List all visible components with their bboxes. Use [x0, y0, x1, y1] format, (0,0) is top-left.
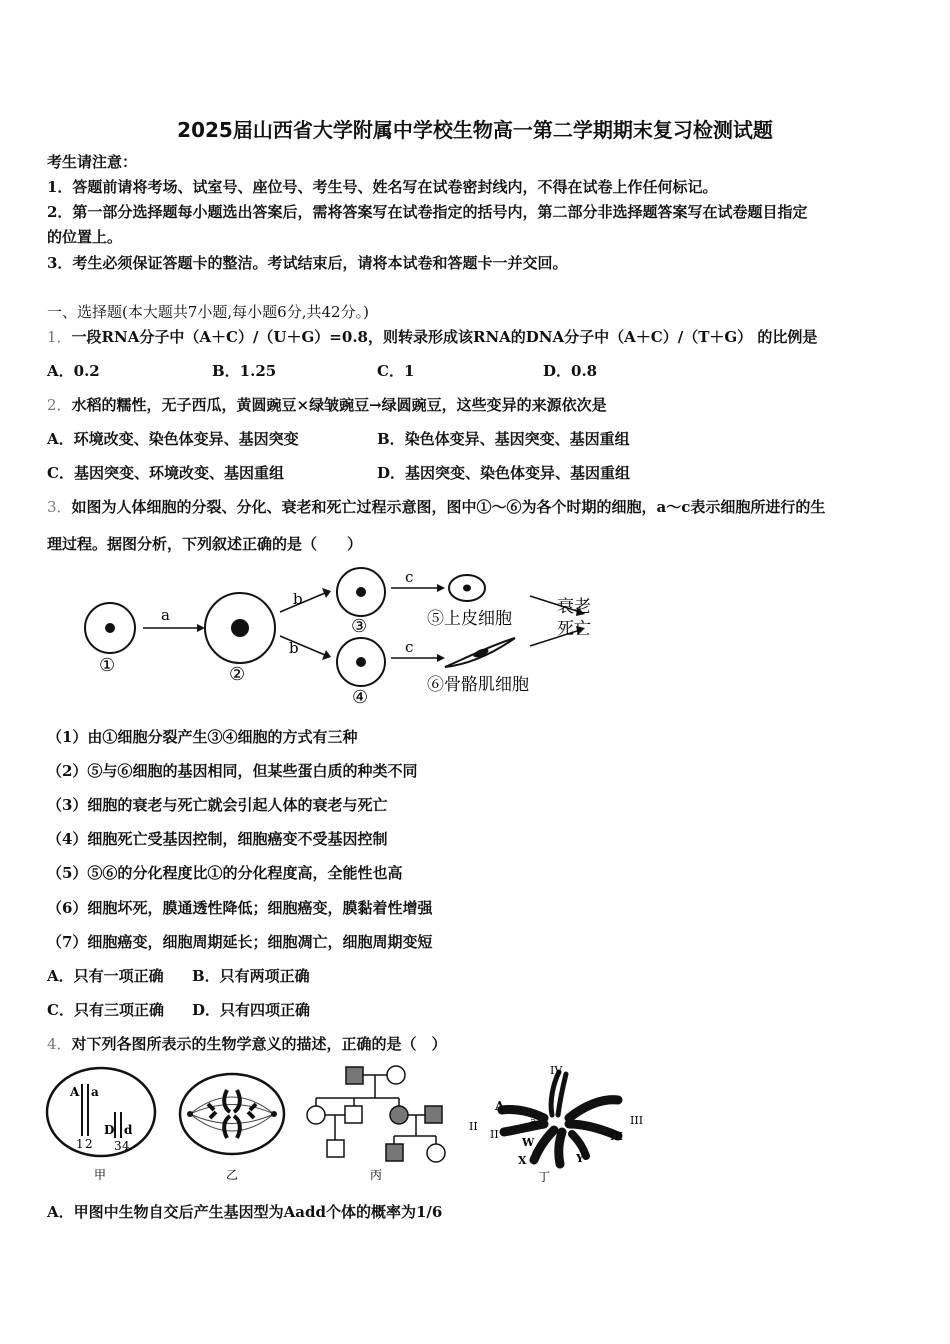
cell-1-nucleus — [105, 623, 115, 633]
jia-mark-D: D — [104, 1123, 115, 1137]
pedigree-affected-female — [390, 1106, 408, 1124]
question-4-number: 4． — [47, 1035, 72, 1053]
yi-chromosome-3 — [224, 1116, 230, 1138]
ding-mark-a: a — [530, 1115, 537, 1128]
process-b-upper-label: b — [293, 590, 303, 608]
cell-process-diagram — [75, 560, 615, 708]
ding-mark-II-inner: II — [490, 1128, 499, 1141]
ding-mark-W: W — [522, 1136, 535, 1149]
cell-6-label: ⑥骨骼肌细胞 — [427, 675, 529, 695]
pedigree-affected-male-1 — [346, 1067, 363, 1084]
cell-5-label: ⑤上皮细胞 — [427, 609, 512, 629]
jia-mark-4: 4 — [122, 1139, 130, 1153]
q2-option-b: B．染色体变异、基因突变、基因重组 — [377, 430, 630, 448]
process-c-lower-label: c — [405, 638, 414, 656]
yi-spindle-1 — [190, 1097, 274, 1114]
figure-ding-label: 丁 — [538, 1170, 551, 1184]
q3-option-d: D．只有四项正确 — [192, 1001, 311, 1019]
q2-option-d: D．基因突变、染色体变异、基因重组 — [377, 464, 631, 482]
q3-statement-3: （3）细胞的衰老与死亡就会引起人体的衰老与死亡 — [47, 796, 388, 814]
figure-jia-label: 甲 — [94, 1168, 107, 1182]
q4-option-a: A．甲图中生物自交后产生基因型为Aadd个体的概率为1/6 — [47, 1203, 443, 1221]
jia-mark-a: a — [91, 1085, 99, 1099]
q3-option-b: B．只有两项正确 — [192, 967, 310, 985]
ding-chromosome-iii-1 — [569, 1100, 618, 1118]
q3-statement-2: （2）⑤与⑥细胞的基因相同，但某些蛋白质的种类不同 — [47, 762, 418, 780]
question-3 — [47, 497, 825, 517]
cell-2-label: ② — [229, 664, 246, 685]
arrow-a-head — [197, 624, 205, 632]
arrow-c-upper-head — [437, 584, 445, 592]
ding-chromosome-x-1 — [534, 1130, 554, 1160]
aging-label: 衰老 — [557, 597, 591, 617]
process-b-lower-label: b — [289, 639, 299, 657]
yi-spindle-4 — [190, 1114, 274, 1124]
question-3-number: 3． — [47, 498, 72, 516]
q3-statement-6: （6）细胞坏死，膜通透性降低；细胞癌变，膜黏着性增强 — [47, 899, 433, 917]
jia-mark-d: d — [124, 1123, 133, 1137]
ding-chromosome-ii-2 — [504, 1124, 544, 1132]
pedigree-female-2 — [307, 1106, 325, 1124]
process-a-label: a — [161, 606, 170, 624]
jia-mark-A: A — [70, 1085, 80, 1099]
notice-heading: 考生请注意： — [47, 153, 138, 171]
ding-mark-III-right: III — [630, 1114, 644, 1127]
jia-mark-2: 2 — [85, 1137, 93, 1151]
arrow-b-lower — [280, 636, 325, 655]
cell-1-label: ① — [99, 655, 116, 676]
q1-option-b: B．1.25 — [212, 362, 277, 380]
ding-chromosome-x-2 — [559, 1132, 562, 1164]
notice-item-2-cont: 的位置上。 — [47, 228, 123, 246]
q1-option-c: C．1 — [377, 362, 415, 380]
yi-spindle-2 — [190, 1114, 274, 1131]
cell-3-nucleus — [356, 587, 366, 597]
q2-option-c: C．基因突变、环境改变、基因重组 — [47, 464, 284, 482]
figure-jia-cell — [47, 1068, 155, 1156]
question-2-text: 水稻的糯性，无子西瓜，黄圆豌豆×绿皱豌豆→绿圆豌豆，这些变异的来源依次是 — [71, 396, 607, 414]
notice-item-1: 1．答题前请将考场、试室号、座位号、考生号、姓名写在试卷密封线内，不得在试卷上作任何标记。 — [47, 178, 718, 196]
figure-bing-label: 丙 — [370, 1168, 383, 1182]
q4-figures — [44, 1060, 650, 1186]
pedigree-affected-male-3 — [386, 1144, 403, 1161]
notice-item-2: 2．第一部分选择题每小题选出答案后，需将答案写在试卷指定的括号内，第二部分非选择题答案写在试卷题目指定 — [47, 203, 808, 221]
notice-item-3: 3．考生必须保证答题卡的整洁。考试结束后，请将本试卷和答题卡一并交回。 — [47, 254, 568, 272]
yi-centriole-left — [187, 1111, 193, 1117]
cell-3-label: ③ — [351, 616, 368, 637]
epithelial-cell-nucleus — [463, 585, 471, 592]
ding-chromosome-iv-2 — [558, 1074, 566, 1115]
pedigree-female-1 — [387, 1066, 405, 1084]
death-label: 死亡 — [557, 619, 591, 639]
arrow-c-lower-head — [437, 654, 445, 662]
yi-chromosome-2 — [234, 1090, 240, 1112]
figure-yi-label: 乙 — [226, 1168, 239, 1182]
ding-mark-IV: IV — [550, 1064, 563, 1077]
jia-mark-3: 3 — [114, 1139, 122, 1153]
question-1 — [47, 327, 817, 347]
ding-mark-X: X — [518, 1154, 527, 1167]
ding-mark-III-inner: III — [610, 1130, 624, 1143]
figure-yi-cell — [180, 1074, 284, 1154]
pedigree-affected-male-2 — [425, 1106, 442, 1123]
process-c-upper-label: c — [405, 568, 414, 586]
jia-mark-1: 1 — [76, 1137, 84, 1151]
pedigree-female-3 — [427, 1144, 445, 1162]
q2-option-a: A．环境改变、染色体变异、基因突变 — [47, 430, 299, 448]
q3-statement-1: （1）由①细胞分裂产生③④细胞的方式有三种 — [47, 728, 358, 746]
pedigree-male-3 — [327, 1140, 344, 1157]
yi-chromosome-4 — [234, 1116, 240, 1138]
q3-statement-7: （7）细胞癌变，细胞周期延长；细胞凋亡，细胞周期变短 — [47, 933, 433, 951]
cell-2-nucleus — [231, 619, 249, 637]
cell-4-nucleus — [356, 657, 366, 667]
yi-chromosome-1 — [224, 1090, 230, 1112]
ding-mark-Y: Y — [576, 1152, 584, 1165]
q1-option-a: A．0.2 — [47, 362, 100, 380]
question-2 — [47, 395, 607, 415]
q1-option-d: D．0.8 — [543, 362, 598, 380]
yi-spindle-3 — [190, 1105, 274, 1115]
yi-centriole-right — [271, 1111, 277, 1117]
q3-option-c: C．只有三项正确 — [47, 1001, 164, 1019]
q3-option-a: A．只有一项正确 — [47, 967, 164, 985]
ding-chromosome-ii-1 — [502, 1109, 544, 1118]
section-heading: 一、选择题(本大题共7小题,每小题6分,共42分。) — [47, 303, 369, 321]
ding-mark-A: A — [495, 1099, 505, 1113]
question-3-text-1: 如图为人体细胞的分裂、分化、衰老和死亡过程示意图，图中①～⑥为各个时期的细胞，a～c表示细胞所进行的生 — [71, 498, 826, 516]
q3-statement-5: （5）⑤⑥的分化程度比①的分化程度高，全能性也高 — [47, 864, 403, 882]
question-4 — [47, 1034, 447, 1054]
ding-mark-II-left: II — [469, 1120, 478, 1133]
page-title: 2025届山西省大学附属中学校生物高一第二学期期末复习检测试题 — [177, 118, 773, 142]
pedigree-male-2 — [345, 1106, 362, 1123]
question-2-number: 2． — [47, 396, 72, 414]
cell-4-label: ④ — [352, 687, 369, 708]
question-4-text: 对下列各图所表示的生物学意义的描述，正确的是（ ） — [71, 1035, 447, 1053]
question-3-text-2: 理过程。据图分析，下列叙述正确的是（ ） — [47, 535, 363, 553]
q3-statement-4: （4）细胞死亡受基因控制，细胞癌变不受基因控制 — [47, 830, 388, 848]
question-1-text: 一段RNA分子中（A＋C）/（U＋G）=0.8，则转录形成该RNA的DNA分子中（A＋C）/（T＋G） 的比例是 — [71, 328, 818, 346]
question-1-number: 1． — [47, 328, 72, 346]
